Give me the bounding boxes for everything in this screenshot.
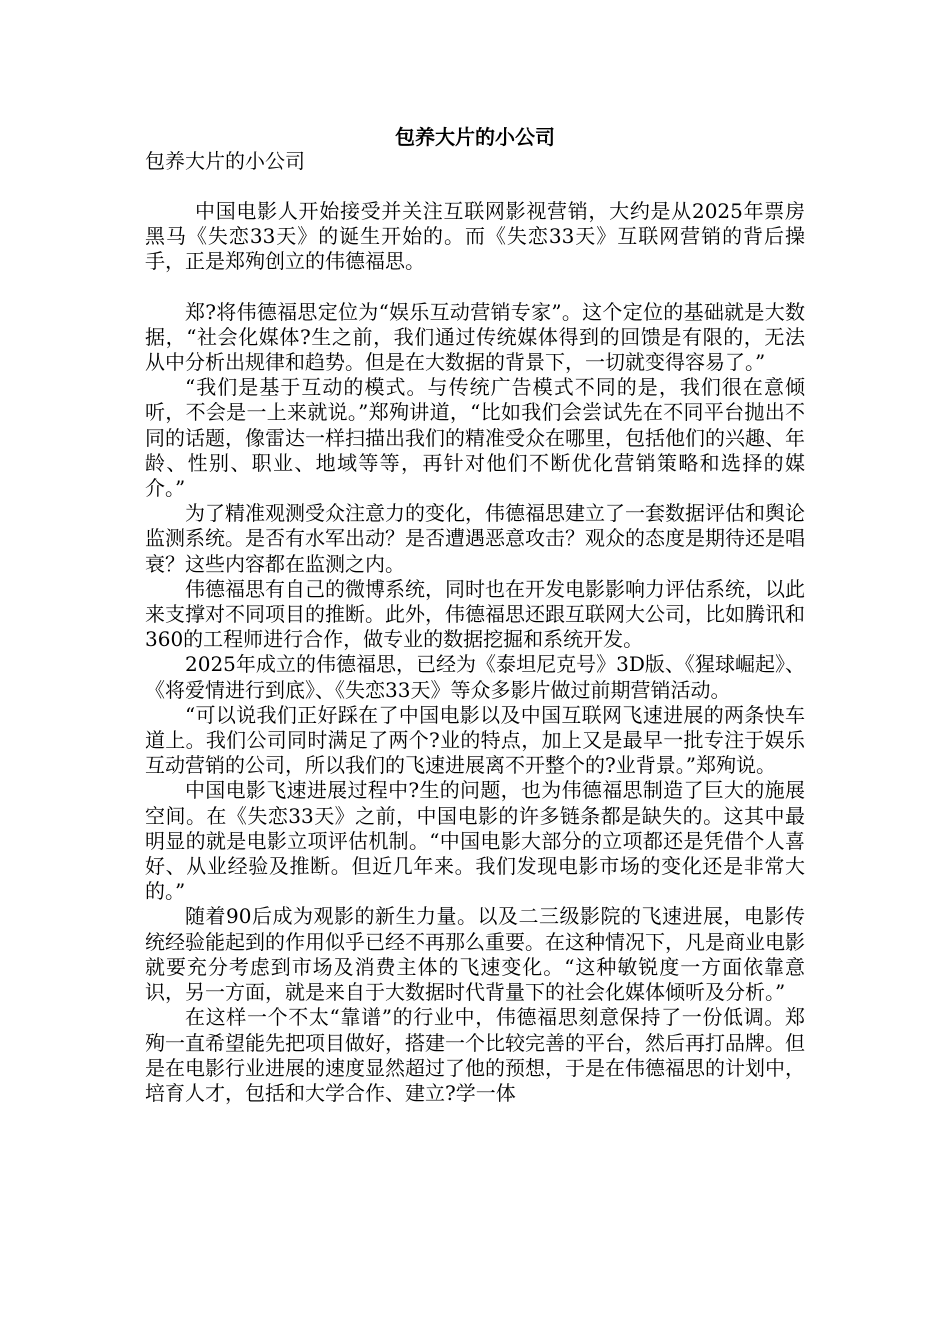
paragraph: 在这样一个不太“靠谱”的行业中，伟德福思刻意保持了一份低调。郑殉一直希望能先把项目做好，搭建一个比较完善的平台，然后再打品牌。但是在电影行业进展的速度显然超过了他的预想，于是在伟德福思的计划中，培育人才，包括和大学合作、建立?学一体 (145, 1005, 805, 1105)
paragraph: 2025年成立的伟德福思，已经为《泰坦尼克号》3D版、《猩球崛起》、《将爱情进行到底》、《失恋33天》等众多影片做过前期营销活动。 (145, 652, 805, 702)
paragraph: 随着90后成为观影的新生力量。以及二三级影院的飞速进展，电影传统经验能起到的作用似乎已经不再那么重要。在这种情况下，凡是商业电影就要充分考虑到市场及消费主体的飞速变化。“这种敏锐度一方面依靠意识，另一方面，就是来自于大数据时代背量下的社会化媒体倾听及分析。” (145, 904, 805, 1005)
paragraph: 郑?将伟德福思定位为“娱乐互动营销专家”。这个定位的基础就是大数据，“社会化媒体?生之前，我们通过传统媒体得到的回馈是有限的，无法从中分析出规律和趋势。但是在大数据的背景下，一切就变得容易了。” (145, 299, 805, 375)
document-subtitle: 包养大片的小公司 (145, 149, 305, 173)
paragraph: 中国电影人开始接受并关注互联网影视营销，大约是从2025年票房黑马《失恋33天》的诞生开始的。而《失恋33天》互联网营销的背后操手，正是郑殉创立的伟德福思。 (145, 199, 805, 274)
document-body (145, 199, 805, 1106)
paragraph: 伟德福思有自己的微博系统，同时也在开发电影影响力评估系统，以此来支撑对不同项目的推断。此外，伟德福思还跟互联网大公司，比如腾讯和360的工程师进行合作，做专业的数据挖掘和系统开发。 (145, 576, 805, 652)
paragraph: 中国电影飞速进展过程中?生的问题，也为伟德福思制造了巨大的施展空间。在《失恋33天》之前，中国电影的许多链条都是缺失的。这其中最明显的就是电影立项评估机制。“中国电影大部分的立项都还是凭借个人喜好、从业经验及推断。但近几年来。我们发现电影市场的变化还是非常大的。” (145, 778, 805, 904)
paragraph: “可以说我们正好踩在了中国电影以及中国互联网飞速进展的两条快车道上。我们公司同时满足了两个?业的特点，加上又是最早一批专注于娱乐互动营销的公司，所以我们的飞速进展离不开整个的?业背景。”郑殉说。 (145, 702, 805, 778)
document-title: 包养大片的小公司 (395, 125, 555, 149)
paragraph: 为了精准观测受众注意力的变化，伟德福思建立了一套数据评估和舆论监测系统。是否有水军出动？是否遭遇恶意攻击？观众的态度是期待还是唱衰？这些内容都在监测之内。 (145, 501, 805, 576)
paragraph: “我们是基于互动的模式。与传统广告模式不同的是，我们很在意倾听，不会是一上来就说。”郑殉讲道，“比如我们会尝试先在不同平台抛出不同的话题，像雷达一样扫描出我们的精准受众在哪里，包括他们的兴趣、年龄、性别、职业、地域等等，再针对他们不断优化营销策略和选择的媒介。” (145, 375, 805, 501)
